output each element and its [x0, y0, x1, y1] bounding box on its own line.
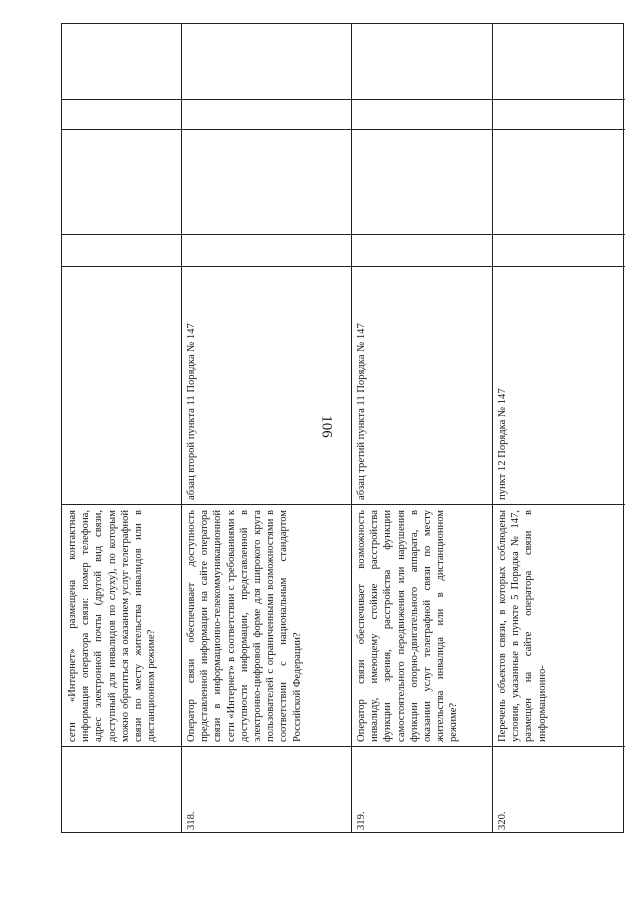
column-divider — [62, 746, 625, 747]
row-divider — [181, 24, 182, 832]
column-divider — [62, 504, 625, 505]
row-number: 320. — [497, 811, 508, 830]
column-divider — [62, 129, 625, 130]
requirement-text: Оператор связи обеспечивает возможность инвалиду, имеющему стойкие расстройства функции зрения, расстройства функции самостоятельного передвижения или нарушения функции опорно-двигательного аппарата, в оказании услуг телеграфной связи по месту жительства инвалида или в дистанционном режиме? — [356, 510, 460, 742]
column-divider — [62, 234, 625, 235]
requirement-text: Перечень объектов связи, в которых соблюдены условия, указанные в пункте 5 Порядка № 147, размещен на сайте оператора связи в информационно- — [497, 510, 548, 742]
requirements-table — [61, 23, 624, 833]
requirement-text: сети «Интернет» размещена контактная информация оператора связи: номер телефона, адрес электронной почты (другой вид связи, доступный для инвалидов по слуху), по которым можно обратиться за оказанием услуг телеграфной связи по месту жительства инвалидов или в дистанционном режиме? — [67, 510, 158, 742]
reference-text: пункт 12 Порядка № 147 — [497, 388, 508, 500]
column-divider — [62, 99, 625, 100]
row-number: 319. — [356, 811, 367, 830]
row-divider — [351, 24, 352, 832]
requirement-text: Оператор связи обеспечивает доступность представленной информации на сайте оператора связи в информационно-телекоммуникационной сети «Интернет» в соответствии с требованиями к доступности информации, представленной в электронно-цифровой форме для широкого круга пользователей с ограниченными возможностями в соответствии с национальным стандартом Российской Федерации? — [186, 510, 303, 742]
row-number: 318. — [186, 811, 197, 830]
reference-text: абзац третий пункта 11 Порядка № 147 — [356, 323, 367, 500]
row-divider — [492, 24, 493, 832]
reference-text: абзац второй пункта 11 Порядка № 147 — [186, 323, 197, 500]
page-number: 106 — [318, 415, 335, 438]
column-divider — [62, 266, 625, 267]
